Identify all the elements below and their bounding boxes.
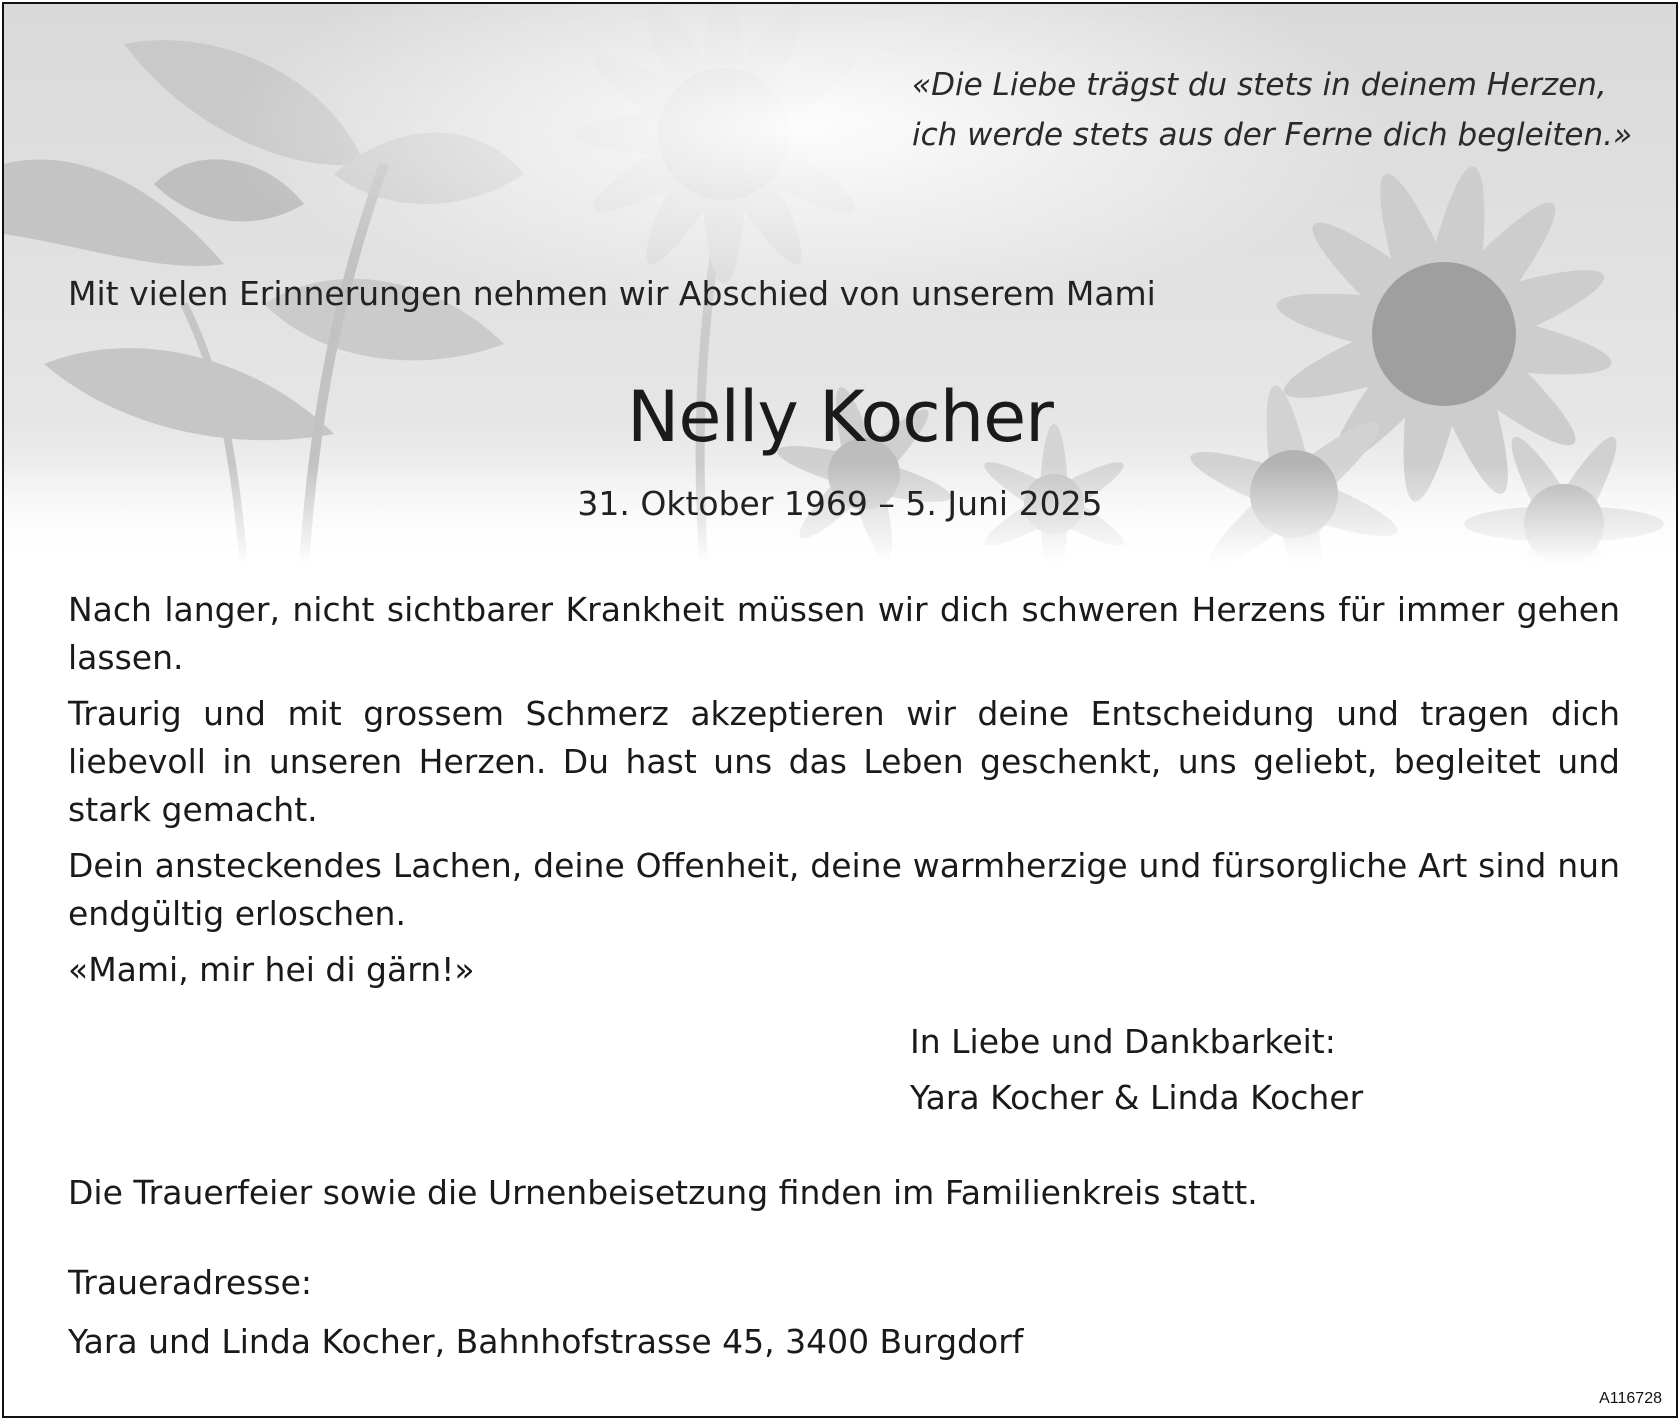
- motto-line-2: ich werde stets aus der Ferne dich begleiten.»: [912, 117, 1633, 153]
- address-label: Traueradresse:: [68, 1263, 313, 1302]
- motto-quote: [912, 60, 1632, 160]
- body-paragraph-2: Traurig und mit grossem Schmerz akzeptieren wir deine Entscheidung und tragen dich liebevoll in unseren Herzen. Du hast uns das Leben geschenkt, uns geliebt, begleitet und stark gemacht.: [68, 694, 1620, 829]
- reference-number: A116728: [1599, 1390, 1662, 1407]
- obituary-card: [2, 2, 1678, 1418]
- body-paragraph-1: Nach langer, nicht sichtbarer Krankheit müssen wir dich schweren Herzens für immer gehen lassen.: [68, 590, 1620, 677]
- body-paragraph-3: Dein ansteckendes Lachen, deine Offenheit, deine warmherzige und fürsorgliche Art sind nun endgültig erloschen.: [68, 846, 1620, 933]
- ceremony-notice: Die Trauerfeier sowie die Urnenbeisetzung finden im Familienkreis statt.: [68, 1173, 1258, 1212]
- signature-closing: In Liebe und Dankbarkeit:: [910, 1022, 1336, 1061]
- obituary-body: [68, 586, 1620, 1002]
- mourning-address: Yara und Linda Kocher, Bahnhofstrasse 45, 3400 Burgdorf: [68, 1322, 1024, 1361]
- deceased-name: Nelly Kocher: [627, 376, 1053, 458]
- motto-line-1: «Die Liebe trägst du stets in deinem Herzen,: [912, 67, 1607, 103]
- body-paragraph-4: «Mami, mir hei di gärn!»: [68, 950, 475, 989]
- signature-block: [910, 1014, 1363, 1126]
- intro-text: Mit vielen Erinnerungen nehmen wir Abschied von unserem Mami: [68, 274, 1156, 313]
- signature-names: Yara Kocher & Linda Kocher: [910, 1078, 1364, 1117]
- life-dates: 31. Oktober 1969 – 5. Juni 2025: [577, 484, 1103, 523]
